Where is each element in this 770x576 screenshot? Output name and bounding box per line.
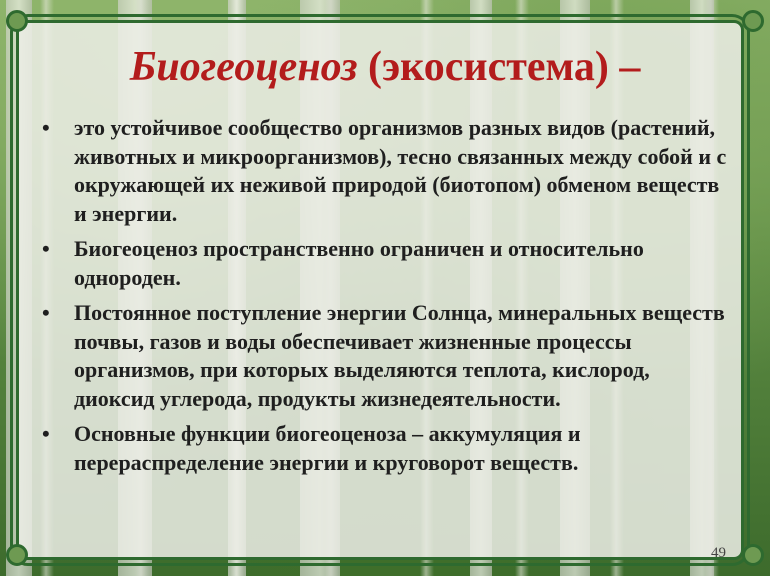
- bullet-item: [40, 114, 730, 228]
- bullet-dot: •: [42, 115, 50, 140]
- bullet-item: [40, 299, 730, 413]
- frame-corner-ornament: [742, 10, 764, 32]
- bullet-list: [40, 114, 730, 484]
- bullet-dot: •: [42, 421, 50, 446]
- frame-corner-ornament: [6, 10, 28, 32]
- bullet-item: [40, 420, 730, 477]
- bullet-dot: •: [42, 300, 50, 325]
- bullet-text: Биогеоценоз пространственно ограничен и относительно однороден.: [74, 236, 644, 290]
- frame-corner-ornament: [6, 544, 28, 566]
- bullet-dot: •: [42, 236, 50, 261]
- page-number: 49: [711, 545, 726, 561]
- frame-corner-ornament: [742, 544, 764, 566]
- bullet-text: Постоянное поступление энергии Солнца, минеральных веществ почвы, газов и воды обеспечивает жизненные процессы организмов, при которых выделяются теплота, кислород, диоксид углерода, продукты жизнедеятельности.: [74, 300, 725, 411]
- title-term: Биогеоценоз: [129, 44, 358, 90]
- bullet-text: это устойчивое сообщество организмов разных видов (растений, животных и микроорганизмов), тесно связанных между собой и с окружающей их неживой природой (биотопом) обменом веществ и энергии.: [74, 115, 727, 226]
- title-rest: (экосистема) –: [357, 44, 641, 90]
- bullet-text: Основные функции биогеоценоза – аккумуляция и перераспределение энергии и круговорот веществ.: [74, 421, 581, 475]
- slide-title: [0, 42, 770, 92]
- bullet-item: [40, 235, 730, 292]
